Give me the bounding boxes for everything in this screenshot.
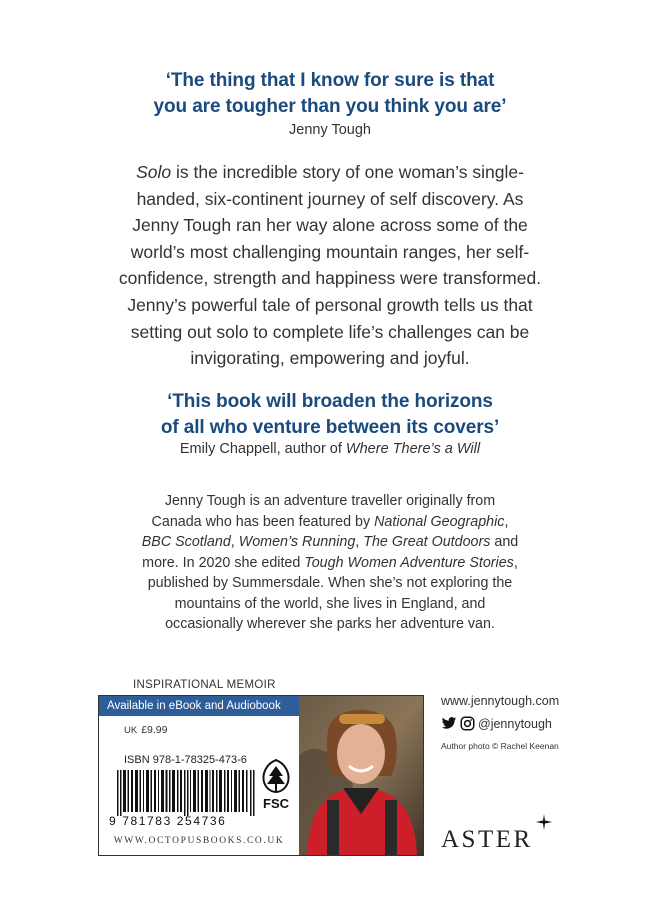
book-title: Solo — [136, 162, 172, 182]
isbn-text: ISBN 978-1-78325-473-6 — [124, 754, 247, 766]
barcode-number: 9 781783 254736 — [109, 814, 227, 828]
pull-quote-1 — [0, 68, 660, 120]
blurb-line: world’s most challenging mountain ranges, her self- — [130, 241, 530, 262]
bio-line: mountains of the world, she lives in England, and — [174, 595, 486, 612]
pull-quote-2-line-1: ‘This book will broaden the horizons — [167, 391, 493, 412]
blurb-line: confidence, strength and happiness were transformed. — [118, 268, 542, 289]
publisher-website: WWW.OCTOPUSBOOKS.CO.UK — [113, 836, 285, 846]
pull-quote-1-line-1: ‘The thing that I know for sure is that — [165, 70, 495, 91]
fsc-label: FSC — [263, 796, 289, 811]
fsc-tree-icon — [256, 756, 296, 814]
pull-quote-1-attribution: Jenny Tough — [289, 122, 371, 138]
bio-line: BBC Scotland, Women’s Running, The Great Outdoors and — [141, 534, 519, 550]
book-blurb — [0, 159, 660, 372]
blurb-line: Jenny Tough ran her way alone across some of the — [132, 215, 528, 236]
star-icon — [536, 814, 552, 830]
blurb-line: Solo is the incredible story of one woman’s single- — [136, 162, 524, 182]
social-handle[interactable] — [441, 716, 552, 731]
price-tag: UK £9.99 — [124, 724, 168, 736]
barcode-panel — [98, 695, 424, 856]
photo-credit: Author photo © Rachel Keenan — [441, 741, 559, 751]
bio-line: Canada who has been featured by National Geographic, — [151, 513, 509, 530]
blurb-line: setting out solo to complete life’s challenges can be — [130, 321, 530, 342]
bio-line: published by Summersdale. When she’s not exploring the — [147, 575, 513, 591]
social-handle-text: @jennytough — [478, 716, 552, 731]
barcode — [117, 770, 257, 816]
publisher-logo: ASTER — [441, 826, 533, 853]
author-website-link[interactable]: www.jennytough.com — [441, 694, 560, 708]
pull-quote-2-line-2: of all who venture between its covers’ — [160, 417, 500, 438]
pull-quote-2 — [0, 389, 660, 441]
instagram-icon — [460, 716, 475, 731]
author-bio — [0, 491, 660, 635]
bio-line: occasionally wherever she parks her adventure van. — [165, 616, 495, 632]
blurb-line: Jenny’s powerful tale of personal growth tells us that — [127, 294, 533, 315]
availability-banner: Available in eBook and Audiobook — [99, 696, 299, 716]
cited-book-title: Where There’s a Will — [345, 441, 481, 457]
author-photo — [299, 696, 423, 855]
category-label: INSPIRATIONAL MEMOIR — [133, 679, 276, 691]
pull-quote-1-line-2: you are tougher than you think you are’ — [153, 96, 507, 117]
bio-line: more. In 2020 she edited Tough Women Adventure Stories, — [142, 554, 518, 571]
bio-line: Jenny Tough is an adventure traveller originally from — [164, 493, 496, 509]
blurb-line: handed, six-continent journey of self discovery. As — [136, 188, 524, 209]
pull-quote-2-attribution: Emily Chappell, author of Where There’s a Will — [179, 441, 481, 457]
twitter-icon — [441, 717, 457, 730]
blurb-line: invigorating, empowering and joyful. — [190, 348, 470, 369]
